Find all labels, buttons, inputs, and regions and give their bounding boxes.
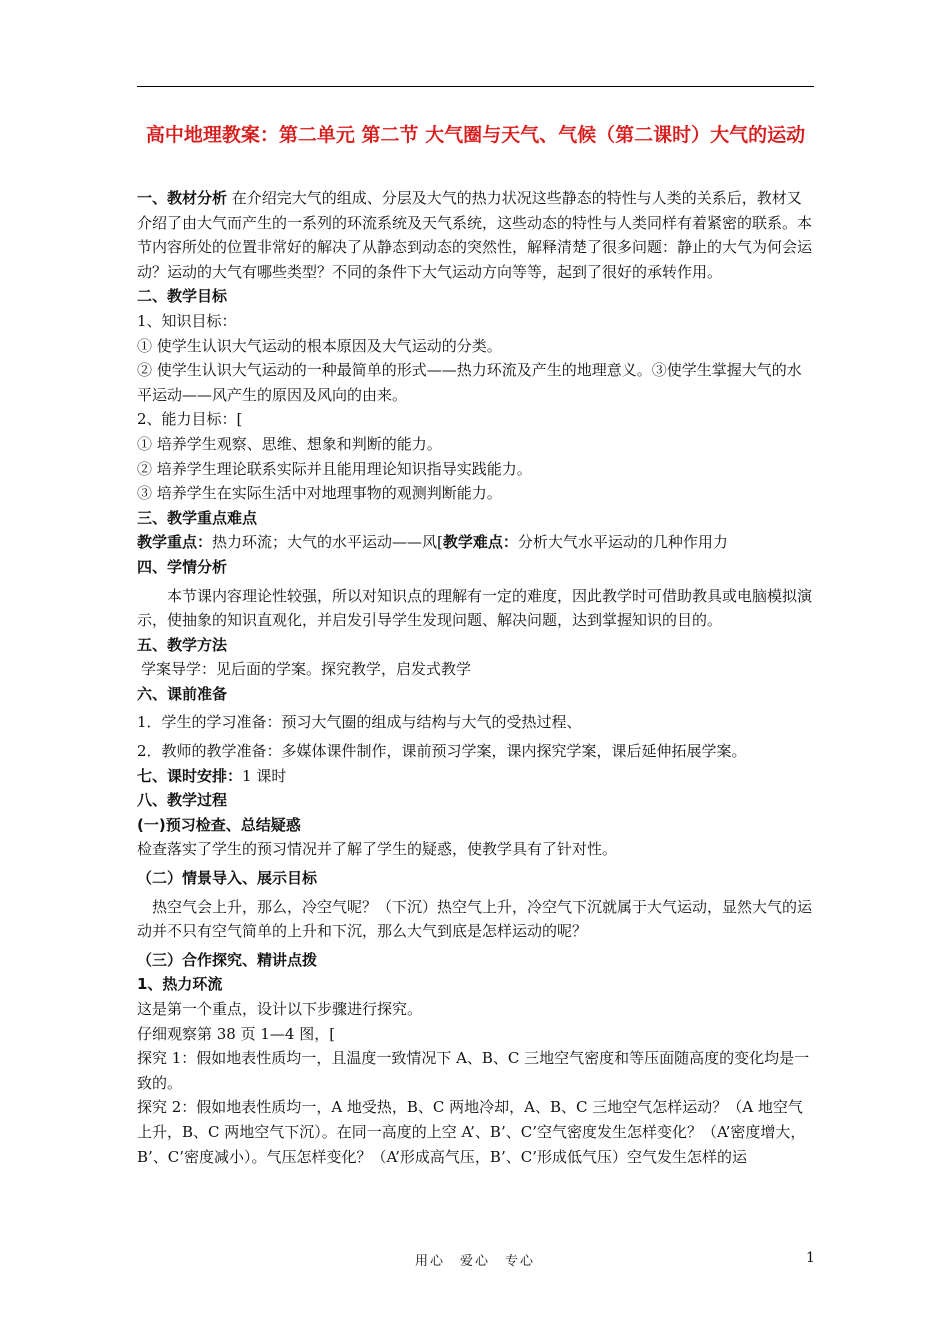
footer-motto: 用心 爱心 专心 bbox=[414, 1254, 535, 1269]
section-1-heading: 一、教材分析 bbox=[137, 189, 228, 207]
step-1-text: 检查落实了学生的预习情况并了解了学生的疑惑，使教学具有了针对性。 bbox=[137, 840, 618, 859]
page-number: 1 bbox=[806, 1250, 815, 1266]
header-rule bbox=[137, 86, 814, 87]
page-title: 高中地理教案：第二单元 第二节 大气圈与天气、气候（第二课时）大气的运动 bbox=[145, 124, 806, 146]
difficult-point-text: 分析大气水平运动的几种作用力 bbox=[517, 533, 728, 552]
knowledge-goal-1: ① 使学生认识大气运动的根本原因及大气运动的分类。 bbox=[137, 336, 502, 355]
inquiry-1: 探究 1：假如地表性质均一，且温度一致情况下 A、B、C 三地空气密度和等压面随高度的变化均是一致的。 bbox=[137, 1049, 810, 1092]
student-preparation: 1．学生的学习准备：预习大气圈的组成与结构与大气的受热过程、 bbox=[137, 713, 582, 732]
teacher-preparation: 2．教师的教学准备：多媒体课件制作，课前预习学案，课内探究学案，课后延伸拓展学案。 bbox=[137, 742, 747, 761]
section-4-heading: 四、学情分析 bbox=[137, 557, 228, 576]
step-2-heading: （二）情景导入、展示目标 bbox=[137, 869, 318, 888]
section-4-text: 本节课内容理论性较强，所以对知识点的理解有一定的难度，因此教学时可借助教具或电脑模拟演示，使抽象的知识直观化，并启发引导学生发现问题、解决问题，达到掌握知识的目的。 bbox=[137, 586, 813, 630]
section-5-heading: 五、教学方法 bbox=[137, 635, 228, 654]
topic-1-observe: 仔细观察第 38 页 1—4 图，[ bbox=[137, 1024, 336, 1043]
knowledge-goal-label: 1、知识目标： bbox=[137, 311, 237, 330]
topic-1-intro: 这是第一个重点，设计以下步骤进行探究。 bbox=[137, 1000, 423, 1018]
ability-goal-label: 2、能力目标：[ bbox=[137, 410, 243, 429]
ability-goal-2: ② 培养学生理论联系实际并且能用理论知识指导实践能力。 bbox=[137, 459, 532, 478]
step-1-heading: (一)预习检查、总结疑惑 bbox=[137, 815, 301, 834]
section-2-heading: 二、教学目标 bbox=[137, 287, 228, 306]
step-2-text: 热空气会上升，那么，冷空气呢？（下沉）热空气上升，冷空气下沉就属于大气运动，显然大气的运动并不只有空气简单的上升和下沉，那么大气到底是怎样运动的呢？ bbox=[137, 897, 813, 941]
section-8-heading: 八、教学过程 bbox=[137, 791, 228, 810]
section-6-heading: 六、课前准备 bbox=[137, 684, 228, 703]
section-7-text: 1 课时 bbox=[242, 766, 287, 785]
key-point-label: 教学重点： bbox=[137, 533, 213, 552]
step-3-heading: （三）合作探究、精讲点拨 bbox=[137, 950, 318, 969]
document-body bbox=[137, 186, 814, 1169]
key-difficult-line bbox=[137, 530, 814, 555]
difficult-point-label: 教学难点： bbox=[442, 533, 518, 552]
section-1-text: 在介绍完大气的组成、分层及大气的热力状况这些静态的特性与人类的关系后，教材又介绍了由大气而产生的一系列的环流系统及天气系统，这些动态的特性与人类同样有着紧密的联系。本节内容所处的位置非常好的解决了从静态到动态的突然性，解释清楚了很多问题：静止的大气为何会运动？运动的大气有哪些类型？不同的条件下大气运动方向等等，起到了很好的承转作用。 bbox=[137, 189, 813, 281]
section-5-text: 学案导学：见后面的学案。探究教学，启发式教学 bbox=[141, 660, 472, 679]
section-1-paragraph bbox=[137, 186, 814, 284]
knowledge-goal-2: ② 使学生认识大气运动的一种最简单的形式——热力环流及产生的地理意义。③使学生掌握大气的水平运动——风产生的原因及风向的由来。 bbox=[137, 361, 802, 404]
topic-1-heading: 1、热力环流 bbox=[137, 975, 223, 994]
key-point-text: 热力环流；大气的水平运动——风[ bbox=[212, 533, 443, 552]
ability-goal-3: ③ 培养学生在实际生活中对地理事物的观测判断能力。 bbox=[137, 484, 502, 503]
inquiry-2: 探究 2：假如地表性质均一，A 地受热，B、C 两地冷却，A、B、C 三地空气怎样运动？（A 地空气上升，B、C 两地空气下沉）。在同一高度的上空 A’、B’、C’空气密度发生怎样变化？（A’密度增大，B’、C’密度减小）。气压怎样变化？（A’形成高气压，B’、C’形成低气压）空气发生怎样的运 bbox=[137, 1098, 806, 1166]
section-3-heading: 三、教学重点难点 bbox=[137, 508, 258, 527]
section-7-line bbox=[137, 764, 814, 789]
ability-goal-1: ① 培养学生观察、思维、想象和判断的能力。 bbox=[137, 434, 442, 453]
section-7-heading: 七、课时安排： bbox=[137, 766, 243, 785]
